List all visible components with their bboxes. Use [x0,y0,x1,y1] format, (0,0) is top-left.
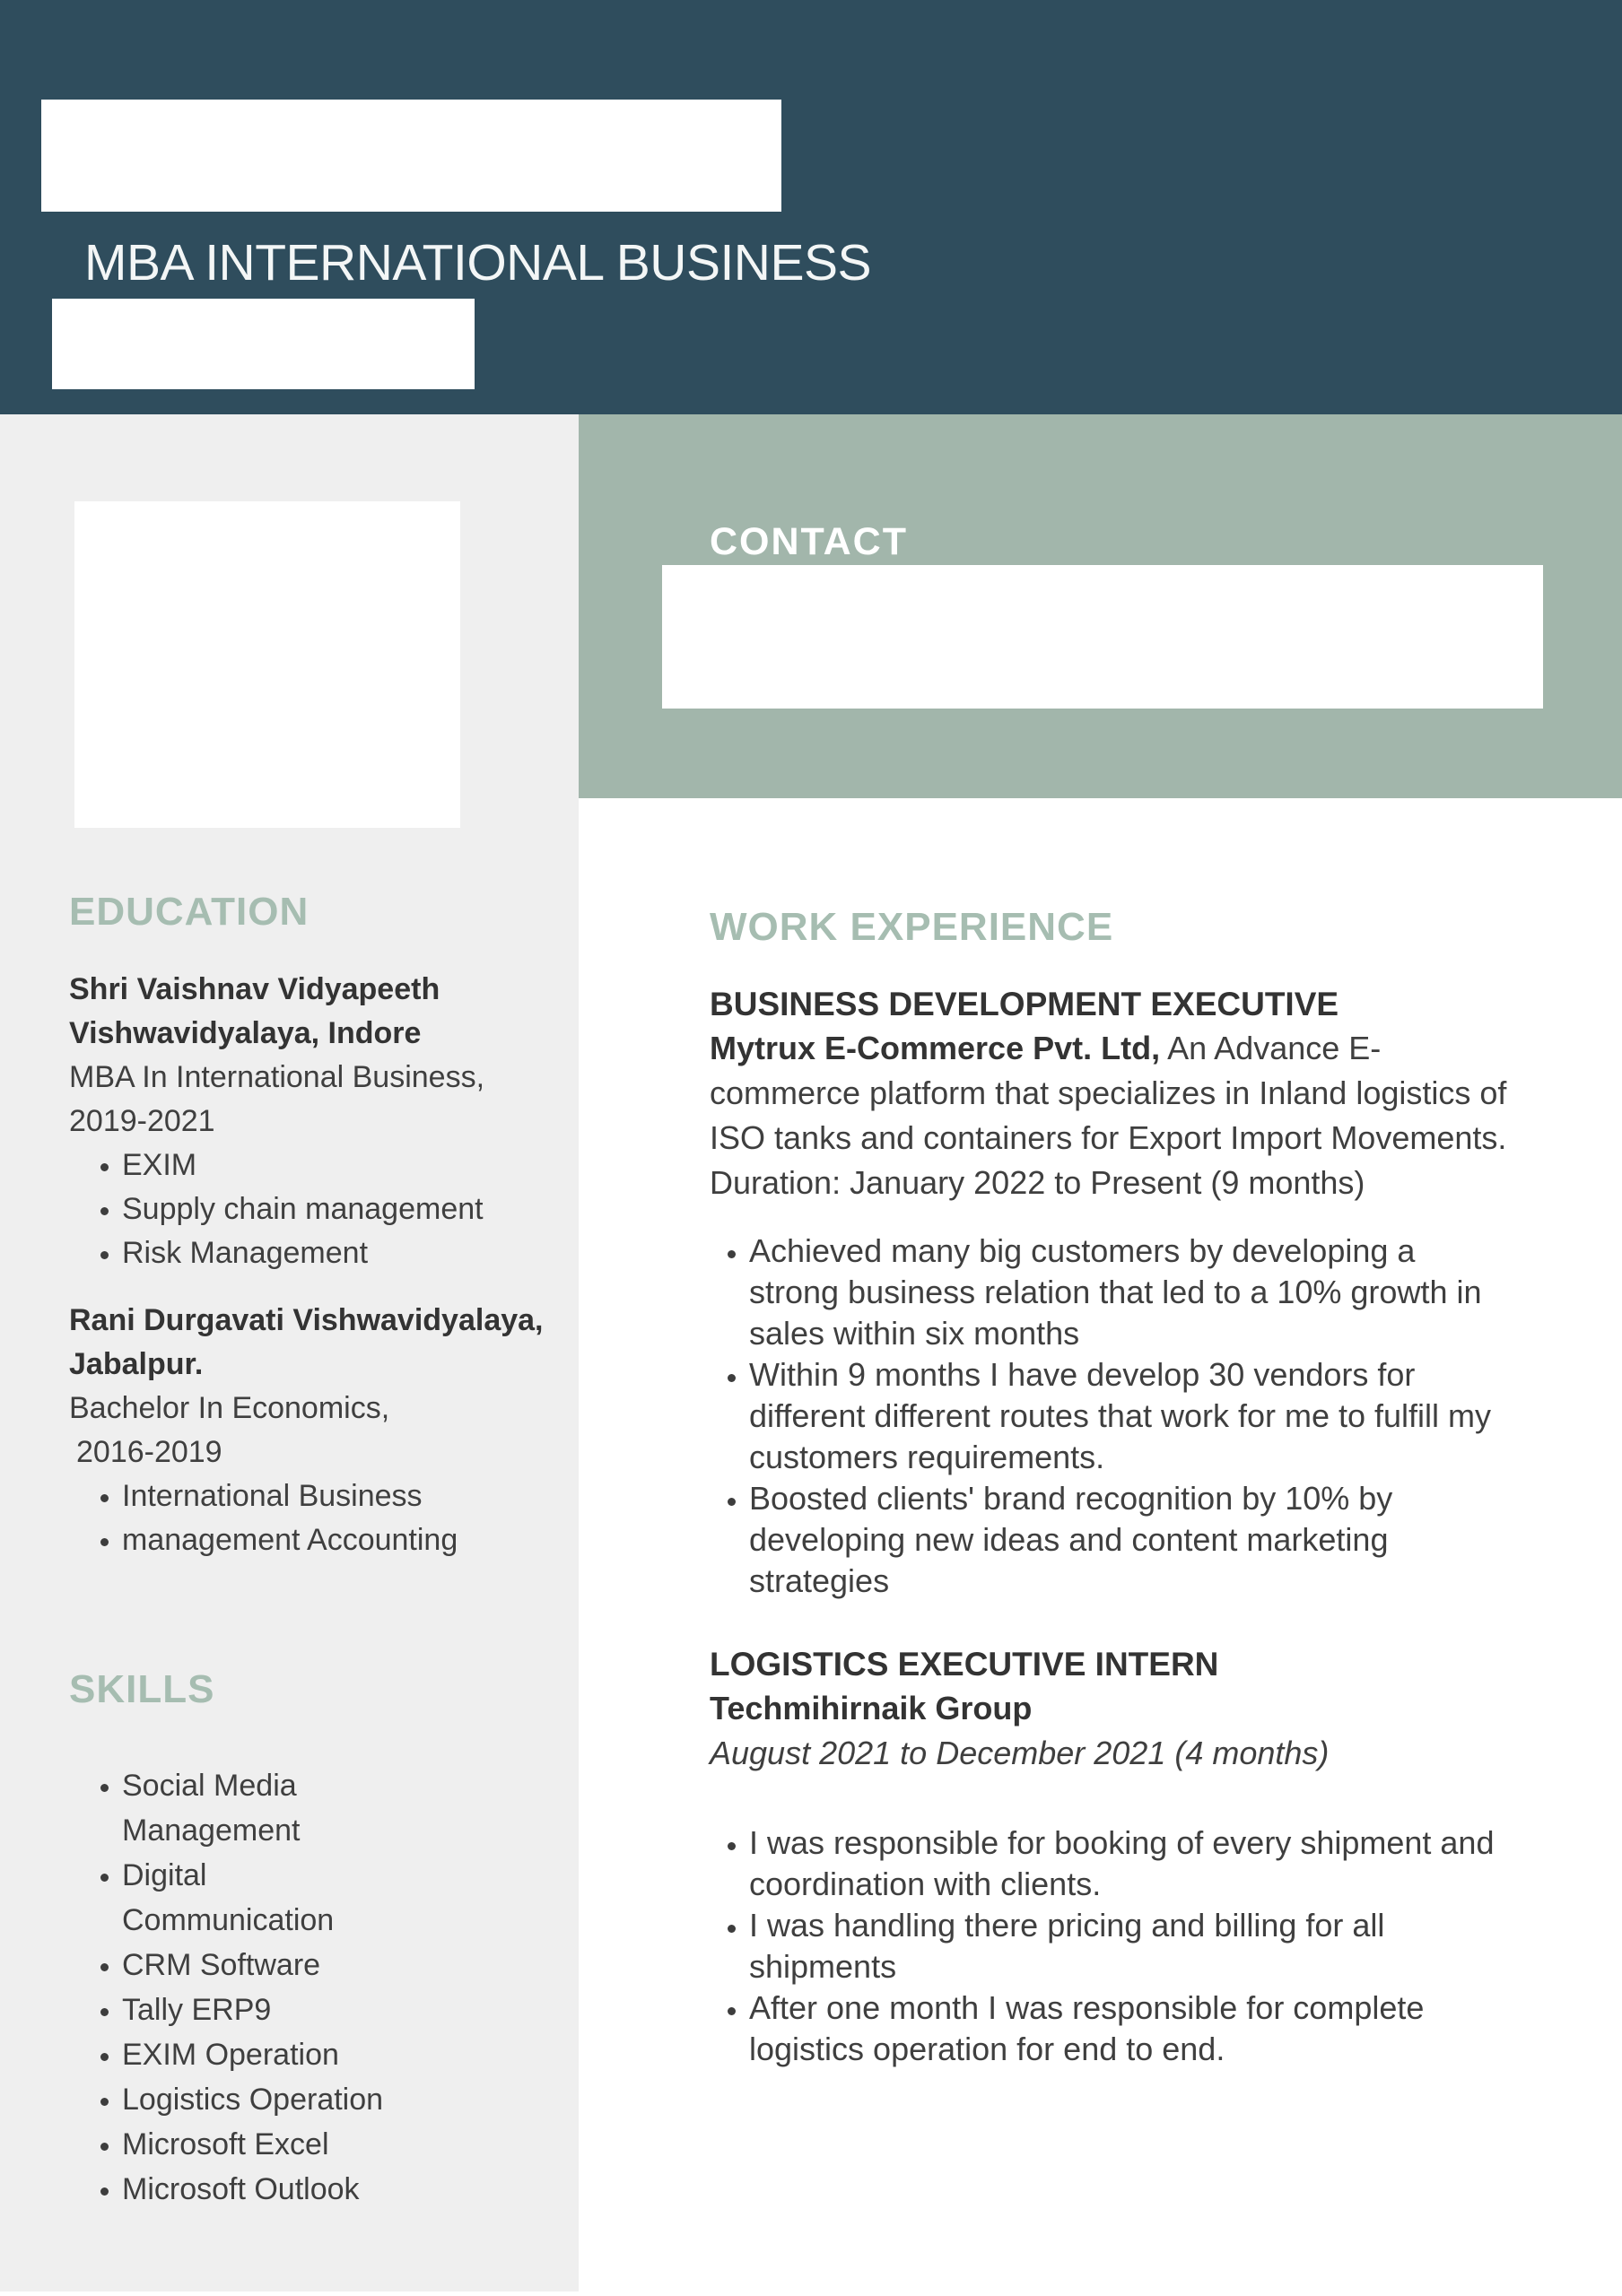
skill-item: • Tally ERP9 [122,1987,391,2032]
job-title: BUSINESS DEVELOPMENT EXECUTIVE [710,986,1339,1022]
skill-item: • Microsoft Excel [122,2122,391,2167]
job-bullet: • Within 9 months I have develop 30 vendors for different different routes that work for me to fulfill my customers requirements. [749,1354,1508,1478]
skill-item: • Logistics Operation [122,2077,391,2122]
redacted-header-contact-block [52,299,475,389]
school-years: 2016-2019 [76,1435,222,1469]
school-name: Shri Vaishnav Vidyapeeth Vishwavidyalaya, Indore [69,972,440,1050]
education-entry [69,968,545,1275]
education-bullet: • Risk Management [122,1231,545,1275]
education-bullet: • Supply chain management [122,1187,545,1231]
degree-title: MBA INTERNATIONAL BUSINESS [84,234,872,291]
job-bullet: • Achieved many big customers by developing a strong business relation that led to a 10% growth in sales within six months [749,1231,1508,1354]
work-experience-heading: WORK EXPERIENCE [710,905,1114,949]
school-name: Rani Durgavati Vishwavidyalaya, Jabalpur. [69,1303,544,1381]
job-company-line [710,1026,1508,1161]
skill-item: • EXIM Operation [122,2032,391,2077]
redacted-name-block [41,100,781,212]
job-entry [710,983,1514,1602]
education-heading: EDUCATION [69,890,310,934]
header-band [0,0,1622,414]
company-name: Techmihirnaik Group [710,1690,1033,1726]
job-duration: August 2021 to December 2021 (4 months) [710,1735,1330,1771]
job-title: LOGISTICS EXECUTIVE INTERN [710,1646,1219,1683]
skill-item: • Microsoft Outlook [122,2167,391,2212]
education-bullet: • management Accounting [122,1518,545,1562]
job-bullet: • I was handling there pricing and billing for all shipments [749,1905,1508,1987]
school-years: 2019-2021 [69,1104,215,1138]
education-bullet: • EXIM [122,1144,545,1187]
skills-heading: SKILLS [69,1667,215,1711]
skill-item: • Social Media Management [122,1763,391,1853]
job-duration: Duration: January 2022 to Present (9 months) [710,1164,1365,1201]
skill-item: • CRM Software [122,1943,391,1987]
education-bullet: • International Business [122,1474,545,1518]
school-degree: MBA In International Business, [69,1060,485,1094]
contact-heading: CONTACT [710,520,909,563]
job-entry [710,1643,1514,2070]
job-bullet: • Boosted clients' brand recognition by 10% by developing new ideas and content marketing strategies [749,1478,1508,1602]
work-experience-section [579,798,1622,2296]
job-bullet-list [710,1231,1508,1602]
contact-band [579,414,1622,798]
job-bullet: • After one month I was responsible for complete logistics operation for end to end. [749,1987,1508,2070]
sidebar [0,414,579,2292]
skills-section [69,1668,545,1711]
skill-item: • Digital Communication [122,1853,391,1943]
redacted-contact-details [662,565,1543,709]
company-name: Mytrux E-Commerce Pvt. Ltd, [710,1030,1161,1066]
company-description: An Advance E-commerce platform that specializes in Inland logistics of ISO tanks and containers for Export Import Movements. [710,1030,1507,1156]
job-company-line [710,1686,1508,1731]
school-degree: Bachelor In Economics, [69,1391,390,1425]
education-entry [69,1299,545,1562]
education-bullet-list [69,1474,545,1562]
job-bullet: • I was responsible for booking of every shipment and coordination with clients. [749,1822,1508,1905]
photo-placeholder [74,501,460,828]
education-bullet-list [69,1144,545,1275]
job-bullet-list [710,1822,1508,2070]
skills-list [69,1763,391,2212]
sidebar-content [69,891,545,2212]
